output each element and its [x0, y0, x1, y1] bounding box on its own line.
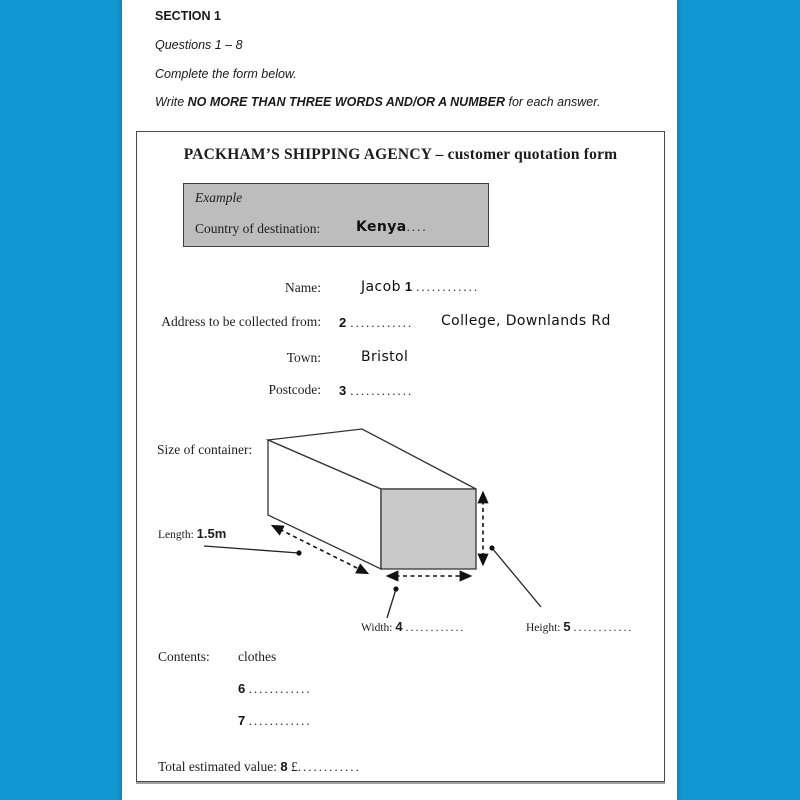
contents-item-3: [238, 713, 312, 729]
word-limit-bold: NO MORE THAN THREE WORDS AND/OR A NUMBER: [187, 95, 505, 109]
address-answer: [339, 314, 413, 332]
width-label: Width:: [361, 622, 393, 634]
form-title: PACKHAM’S SHIPPING AGENCY – customer quotation form: [183, 146, 618, 163]
container-size-label: Size of container:: [157, 442, 253, 457]
question-4-number: 4: [395, 619, 403, 634]
example-field-label: Country of destination:: [195, 221, 321, 236]
town-label: Town:: [286, 350, 321, 365]
complete-instruction: Complete the form below.: [155, 67, 297, 81]
name-label: Name:: [285, 280, 321, 295]
question-7-blank: ............: [248, 713, 312, 728]
example-heading: Example: [195, 190, 243, 205]
contents-item-2: [238, 681, 312, 697]
question-2-blank: ............: [350, 315, 414, 330]
width-label-group: [361, 619, 465, 635]
length-value: 1.5m: [196, 526, 227, 541]
currency-symbol: £: [291, 759, 298, 774]
example-answer: Kenya....: [356, 219, 428, 235]
height-label-group: [526, 619, 633, 635]
height-pointer-dot: [489, 545, 494, 550]
example-box: [183, 183, 489, 247]
length-pointer-line: [204, 546, 299, 553]
height-pointer-line: [492, 548, 541, 607]
word-limit-instruction: [155, 95, 600, 109]
box-front-face: [381, 489, 476, 569]
postcode-answer: [339, 382, 413, 400]
contents-label: Contents:: [158, 649, 210, 664]
questions-range: Questions 1 – 8: [155, 38, 243, 52]
section-heading: SECTION 1: [155, 9, 221, 23]
question-2-number: 2: [339, 315, 347, 330]
question-4-blank: ............: [405, 620, 466, 634]
length-pointer-dot: [296, 550, 301, 555]
question-3-number: 3: [339, 383, 347, 398]
address-label: Address to be collected from:: [161, 314, 321, 329]
height-label: Height:: [526, 622, 561, 634]
length-label: Length:: [158, 529, 194, 541]
total-row: [158, 759, 361, 775]
question-1-number: 1: [404, 279, 413, 294]
question-3-blank: ............: [350, 383, 414, 398]
question-1-blank: ............: [416, 279, 480, 294]
town-answer: Bristol: [361, 349, 409, 365]
question-6-blank: ............: [248, 681, 312, 696]
length-label-group: [158, 526, 226, 541]
example-answer-dots: ....: [406, 219, 428, 234]
width-pointer-line: [387, 589, 396, 618]
postcode-label: Postcode:: [268, 382, 321, 397]
question-5-blank: ............: [573, 620, 634, 634]
question-8-blank: ............: [297, 759, 361, 774]
question-6-number: 6: [238, 681, 246, 696]
document-page: [122, 0, 677, 800]
question-8-number: 8: [280, 759, 288, 774]
quotation-form: [136, 131, 665, 782]
question-7-number: 7: [238, 713, 246, 728]
word-limit-suffix: for each answer.: [505, 95, 601, 109]
address-suffix: College, Downlands Rd: [441, 313, 611, 329]
contents-item-1: clothes: [238, 649, 277, 664]
name-answer: Jacob 1 ............: [361, 279, 480, 295]
word-limit-prefix: Write: [155, 95, 188, 109]
total-label: Total estimated value:: [158, 759, 278, 774]
width-pointer-dot: [393, 586, 398, 591]
question-5-number: 5: [563, 619, 571, 634]
